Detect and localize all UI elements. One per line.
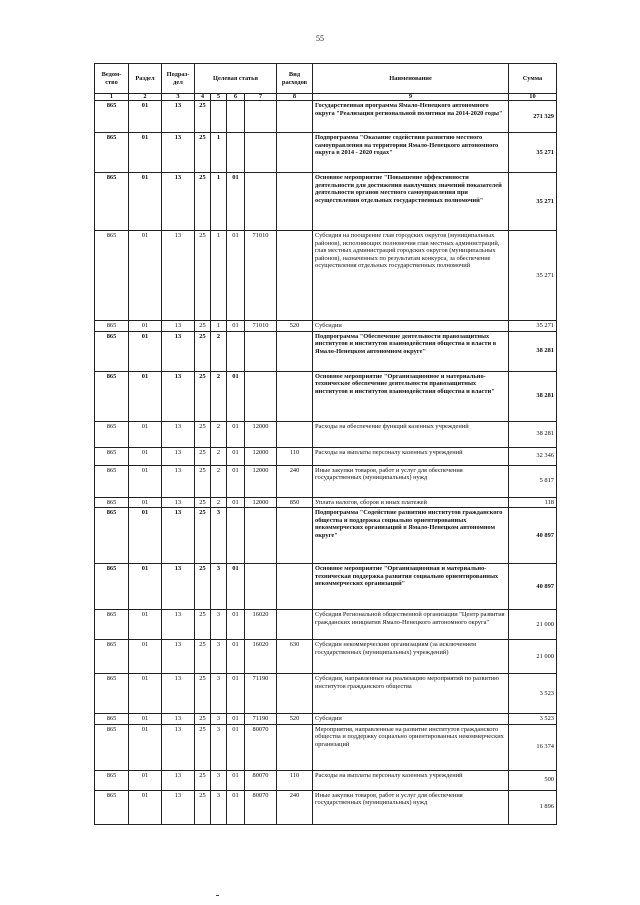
dept-code-cell: 865 xyxy=(95,447,129,465)
target-code-1-cell: 25 xyxy=(195,331,211,371)
amount-cell: 3 523 xyxy=(509,714,557,725)
section-code-cell: 01 xyxy=(129,724,162,770)
target-code-3-cell: 01 xyxy=(227,465,245,497)
header-sum: Сумма xyxy=(509,64,557,94)
expense-type-code-cell xyxy=(277,674,313,714)
target-code-1-cell: 25 xyxy=(195,447,211,465)
target-code-4-cell: 71010 xyxy=(245,231,277,321)
target-code-3-cell: 01 xyxy=(227,447,245,465)
table-row xyxy=(95,674,557,714)
target-code-2-cell: 3 xyxy=(211,508,227,564)
header-target-article: Целевая статья xyxy=(195,64,277,94)
target-code-1-cell: 25 xyxy=(195,101,211,133)
table-row xyxy=(95,714,557,725)
subsection-code-cell: 13 xyxy=(162,508,195,564)
subsection-code-cell: 13 xyxy=(162,770,195,790)
table-row xyxy=(95,101,557,133)
expense-type-code-cell xyxy=(277,371,313,421)
table-row xyxy=(95,231,557,321)
item-name-cell: Иные закупки товаров, работ и услуг для обеспечения государственных (муниципальных) нужд xyxy=(313,465,509,497)
target-code-3-cell: 01 xyxy=(227,564,245,610)
amount-cell: 35 271 xyxy=(509,321,557,332)
target-code-2-cell: 3 xyxy=(211,770,227,790)
target-code-4-cell xyxy=(245,331,277,371)
target-code-3-cell xyxy=(227,133,245,173)
target-code-3-cell: 01 xyxy=(227,674,245,714)
page-number: 55 xyxy=(316,34,324,43)
target-code-1-cell: 25 xyxy=(195,371,211,421)
target-code-1-cell: 25 xyxy=(195,564,211,610)
amount-cell: 32 346 xyxy=(509,447,557,465)
target-code-3-cell xyxy=(227,331,245,371)
expense-type-code-cell: 520 xyxy=(277,714,313,725)
target-code-4-cell xyxy=(245,564,277,610)
dept-code-cell: 865 xyxy=(95,133,129,173)
section-code-cell: 01 xyxy=(129,508,162,564)
target-code-4-cell xyxy=(245,133,277,173)
amount-cell: 40 897 xyxy=(509,508,557,564)
expense-type-code-cell: 520 xyxy=(277,321,313,332)
target-code-3-cell: 01 xyxy=(227,714,245,725)
target-code-2-cell: 1 xyxy=(211,231,227,321)
target-code-4-cell: 80070 xyxy=(245,724,277,770)
header-number-row xyxy=(95,94,557,101)
dept-code-cell: 865 xyxy=(95,790,129,824)
section-code-cell: 01 xyxy=(129,447,162,465)
header-name: Наименование xyxy=(313,64,509,94)
target-code-4-cell: 16020 xyxy=(245,640,277,674)
target-code-1-cell: 25 xyxy=(195,173,211,231)
header-row xyxy=(95,64,557,94)
amount-cell: 5 817 xyxy=(509,465,557,497)
table-row xyxy=(95,371,557,421)
section-code-cell: 01 xyxy=(129,101,162,133)
item-name-cell: Расходы на выплаты персоналу казенных учреждений xyxy=(313,447,509,465)
amount-cell: 40 897 xyxy=(509,564,557,610)
subsection-code-cell: 13 xyxy=(162,371,195,421)
section-code-cell: 01 xyxy=(129,331,162,371)
item-name-cell: Основное мероприятие "Организационная и материально-техническая поддержка развития социально ориентированных некоммерческих организаций" xyxy=(313,564,509,610)
amount-cell: 35 271 xyxy=(509,231,557,321)
amount-cell: 35 271 xyxy=(509,173,557,231)
table-row xyxy=(95,610,557,640)
amount-cell: 3 523 xyxy=(509,674,557,714)
dept-code-cell: 865 xyxy=(95,724,129,770)
target-code-2-cell: 1 xyxy=(211,173,227,231)
section-code-cell: 01 xyxy=(129,133,162,173)
dept-code-cell: 865 xyxy=(95,770,129,790)
dept-code-cell: 865 xyxy=(95,173,129,231)
target-code-2-cell: 3 xyxy=(211,674,227,714)
subsection-code-cell: 13 xyxy=(162,465,195,497)
target-code-4-cell xyxy=(245,101,277,133)
target-code-1-cell: 25 xyxy=(195,640,211,674)
target-code-4-cell: 16020 xyxy=(245,610,277,640)
target-code-3-cell xyxy=(227,101,245,133)
target-code-2-cell: 3 xyxy=(211,724,227,770)
table-row xyxy=(95,640,557,674)
dept-code-cell: 865 xyxy=(95,371,129,421)
subsection-code-cell: 13 xyxy=(162,674,195,714)
header-expense-type: Вид расходов xyxy=(277,64,313,94)
target-code-4-cell: 80070 xyxy=(245,770,277,790)
amount-cell: 21 000 xyxy=(509,640,557,674)
target-code-1-cell: 25 xyxy=(195,508,211,564)
target-code-1-cell: 25 xyxy=(195,421,211,447)
item-name-cell: Иные закупки товаров, работ и услуг для обеспечения государственных (муниципальных) нужд xyxy=(313,790,509,824)
header-number: 5 xyxy=(211,94,227,101)
subsection-code-cell: 13 xyxy=(162,724,195,770)
expense-type-code-cell xyxy=(277,508,313,564)
subsection-code-cell: 13 xyxy=(162,640,195,674)
target-code-3-cell: 01 xyxy=(227,790,245,824)
amount-cell: 35 271 xyxy=(509,133,557,173)
table-row xyxy=(95,173,557,231)
expense-type-code-cell: 240 xyxy=(277,465,313,497)
target-code-2-cell: 2 xyxy=(211,447,227,465)
subsection-code-cell: 13 xyxy=(162,321,195,332)
target-code-2-cell: 3 xyxy=(211,714,227,725)
target-code-3-cell: 01 xyxy=(227,173,245,231)
dept-code-cell: 865 xyxy=(95,564,129,610)
subsection-code-cell: 13 xyxy=(162,231,195,321)
table-row xyxy=(95,447,557,465)
dept-code-cell: 865 xyxy=(95,674,129,714)
amount-cell: 21 000 xyxy=(509,610,557,640)
item-name-cell: Подпрограмма "Содействие развитию институтов гражданского общества и поддержка социально ориентированных некоммерческих организаций в Ямало-Ненецком автономном округе" xyxy=(313,508,509,564)
subsection-code-cell: 13 xyxy=(162,564,195,610)
target-code-2-cell xyxy=(211,101,227,133)
dept-code-cell: 865 xyxy=(95,610,129,640)
expense-type-code-cell xyxy=(277,133,313,173)
target-code-3-cell: 01 xyxy=(227,421,245,447)
table-row xyxy=(95,331,557,371)
dept-code-cell: 865 xyxy=(95,321,129,332)
section-code-cell: 01 xyxy=(129,497,162,508)
target-code-3-cell: 01 xyxy=(227,231,245,321)
target-code-1-cell: 25 xyxy=(195,497,211,508)
expense-type-code-cell xyxy=(277,101,313,133)
subsection-code-cell: 13 xyxy=(162,610,195,640)
target-code-3-cell: 01 xyxy=(227,497,245,508)
target-code-4-cell: 80070 xyxy=(245,790,277,824)
section-code-cell: 01 xyxy=(129,421,162,447)
target-code-2-cell: 1 xyxy=(211,133,227,173)
dept-code-cell: 865 xyxy=(95,714,129,725)
expense-type-code-cell: 240 xyxy=(277,790,313,824)
section-code-cell: 01 xyxy=(129,790,162,824)
target-code-1-cell: 25 xyxy=(195,770,211,790)
header-vedomstvo: Ведом-ство xyxy=(95,64,129,94)
target-code-1-cell: 25 xyxy=(195,714,211,725)
item-name-cell: Подпрограмма "Обеспечение деятельности правозащитных институтов и институтов взаимодействия общества и власти в Ямало-Ненецком автономном округе" xyxy=(313,331,509,371)
header-number: 3 xyxy=(162,94,195,101)
dept-code-cell: 865 xyxy=(95,231,129,321)
target-code-2-cell: 3 xyxy=(211,610,227,640)
section-code-cell: 01 xyxy=(129,465,162,497)
amount-cell: 118 xyxy=(509,497,557,508)
header-number: 1 xyxy=(95,94,129,101)
target-code-4-cell: 12000 xyxy=(245,447,277,465)
dept-code-cell: 865 xyxy=(95,331,129,371)
target-code-1-cell: 25 xyxy=(195,610,211,640)
table-row xyxy=(95,321,557,332)
subsection-code-cell: 13 xyxy=(162,447,195,465)
table-row xyxy=(95,508,557,564)
dept-code-cell: 865 xyxy=(95,421,129,447)
target-code-1-cell: 25 xyxy=(195,465,211,497)
dept-code-cell: 865 xyxy=(95,640,129,674)
amount-cell: 1 896 xyxy=(509,790,557,824)
amount-cell: 271 329 xyxy=(509,101,557,133)
target-code-2-cell: 3 xyxy=(211,790,227,824)
item-name-cell: Подпрограмма "Оказание содействия развитию местного самоуправления на территории Ямало-Ненецкого автономного округа в 2014 - 2020 годах" xyxy=(313,133,509,173)
header-podrazdel: Подраз-дел xyxy=(162,64,195,94)
target-code-4-cell: 71190 xyxy=(245,714,277,725)
item-name-cell: Субсидии некоммерческим организациям (за исключением государственных (муниципальных) учреждений) xyxy=(313,640,509,674)
expense-type-code-cell xyxy=(277,231,313,321)
target-code-1-cell: 25 xyxy=(195,674,211,714)
subsection-code-cell: 13 xyxy=(162,497,195,508)
expense-type-code-cell xyxy=(277,331,313,371)
section-code-cell: 01 xyxy=(129,714,162,725)
target-code-2-cell: 2 xyxy=(211,371,227,421)
subsection-code-cell: 13 xyxy=(162,133,195,173)
page-mark xyxy=(216,895,219,896)
section-code-cell: 01 xyxy=(129,610,162,640)
header-number: 8 xyxy=(277,94,313,101)
item-name-cell: Субсидия Региональной общественной организации "Центр развития гражданских инициатив Ямало-Ненецкого автономного округа" xyxy=(313,610,509,640)
target-code-4-cell: 71010 xyxy=(245,321,277,332)
section-code-cell: 01 xyxy=(129,564,162,610)
target-code-4-cell: 12000 xyxy=(245,497,277,508)
target-code-2-cell: 1 xyxy=(211,321,227,332)
target-code-1-cell: 25 xyxy=(195,321,211,332)
target-code-1-cell: 25 xyxy=(195,724,211,770)
header-number: 4 xyxy=(195,94,211,101)
header-number: 7 xyxy=(245,94,277,101)
target-code-2-cell: 3 xyxy=(211,640,227,674)
dept-code-cell: 865 xyxy=(95,497,129,508)
item-name-cell: Мероприятия, направленные на развитие институтов гражданского общества и поддержку социально ориентированных некоммерческих организаций xyxy=(313,724,509,770)
target-code-3-cell: 01 xyxy=(227,770,245,790)
header-razdel: Раздел xyxy=(129,64,162,94)
dept-code-cell: 865 xyxy=(95,101,129,133)
table-row xyxy=(95,724,557,770)
amount-cell: 38 281 xyxy=(509,421,557,447)
dept-code-cell: 865 xyxy=(95,508,129,564)
item-name-cell: Субсидия на поощрение глав городских округов (муниципальных районов), исполняющих полномочия глав местных администраций, глав местных администраций городских округов (муниципальных районов), назначенных по результатам конкурса, за обеспечение осуществления отдельных государственных полномочий xyxy=(313,231,509,321)
target-code-3-cell: 01 xyxy=(227,371,245,421)
table-row xyxy=(95,133,557,173)
section-code-cell: 01 xyxy=(129,173,162,231)
table-row xyxy=(95,790,557,824)
target-code-1-cell: 25 xyxy=(195,133,211,173)
section-code-cell: 01 xyxy=(129,321,162,332)
target-code-4-cell: 12000 xyxy=(245,465,277,497)
target-code-2-cell: 2 xyxy=(211,465,227,497)
target-code-3-cell: 01 xyxy=(227,724,245,770)
expense-type-code-cell xyxy=(277,610,313,640)
table-row xyxy=(95,564,557,610)
target-code-2-cell: 2 xyxy=(211,497,227,508)
item-name-cell: Основное мероприятие "Повышение эффективности деятельности для достижения наилучших значений показателей деятельности органов местного самоуправления при осуществлении отдельных государственных полномочий" xyxy=(313,173,509,231)
section-code-cell: 01 xyxy=(129,770,162,790)
target-code-4-cell xyxy=(245,508,277,564)
subsection-code-cell: 13 xyxy=(162,790,195,824)
target-code-1-cell: 25 xyxy=(195,790,211,824)
header-number: 10 xyxy=(509,94,557,101)
item-name-cell: Расходы на выплаты персоналу казенных учреждений xyxy=(313,770,509,790)
subsection-code-cell: 13 xyxy=(162,714,195,725)
expense-type-code-cell xyxy=(277,564,313,610)
item-name-cell: Субсидии xyxy=(313,321,509,332)
amount-cell: 500 xyxy=(509,770,557,790)
expense-type-code-cell: 110 xyxy=(277,770,313,790)
amount-cell: 38 281 xyxy=(509,371,557,421)
section-code-cell: 01 xyxy=(129,371,162,421)
table-row xyxy=(95,421,557,447)
target-code-4-cell: 12000 xyxy=(245,421,277,447)
header-number: 2 xyxy=(129,94,162,101)
item-name-cell: Субсидии, направленные на реализацию мероприятий по развитию институтов гражданского общества xyxy=(313,674,509,714)
item-name-cell: Государственная программа Ямало-Ненецкого автономного округа "Реализация региональной политики на 2014-2020 годы" xyxy=(313,101,509,133)
target-code-2-cell: 3 xyxy=(211,564,227,610)
expense-type-code-cell xyxy=(277,724,313,770)
target-code-1-cell: 25 xyxy=(195,231,211,321)
target-code-3-cell: 01 xyxy=(227,610,245,640)
expense-type-code-cell xyxy=(277,173,313,231)
expense-type-code-cell: 630 xyxy=(277,640,313,674)
item-name-cell: Уплата налогов, сборов и иных платежей xyxy=(313,497,509,508)
dept-code-cell: 865 xyxy=(95,465,129,497)
subsection-code-cell: 13 xyxy=(162,331,195,371)
subsection-code-cell: 13 xyxy=(162,421,195,447)
amount-cell: 38 281 xyxy=(509,331,557,371)
target-code-2-cell: 2 xyxy=(211,331,227,371)
item-name-cell: Субсидии xyxy=(313,714,509,725)
amount-cell: 16 374 xyxy=(509,724,557,770)
target-code-4-cell xyxy=(245,371,277,421)
item-name-cell: Основное мероприятие "Организационное и материально-техническое обеспечение деятельности правозащитных институтов и институтов взаимодействия общества и власти" xyxy=(313,371,509,421)
target-code-2-cell: 2 xyxy=(211,421,227,447)
table-row xyxy=(95,497,557,508)
expense-type-code-cell: 850 xyxy=(277,497,313,508)
target-code-3-cell: 01 xyxy=(227,321,245,332)
expense-type-code-cell: 110 xyxy=(277,447,313,465)
section-code-cell: 01 xyxy=(129,640,162,674)
table-row xyxy=(95,770,557,790)
section-code-cell: 01 xyxy=(129,231,162,321)
item-name-cell: Расходы на обеспечение функций казенных учреждений xyxy=(313,421,509,447)
section-code-cell: 01 xyxy=(129,674,162,714)
expense-type-code-cell xyxy=(277,421,313,447)
table-row xyxy=(95,465,557,497)
budget-table xyxy=(94,63,557,825)
subsection-code-cell: 13 xyxy=(162,101,195,133)
header-number: 9 xyxy=(313,94,509,101)
subsection-code-cell: 13 xyxy=(162,173,195,231)
target-code-3-cell: 01 xyxy=(227,640,245,674)
target-code-4-cell: 71190 xyxy=(245,674,277,714)
target-code-4-cell xyxy=(245,173,277,231)
header-number: 6 xyxy=(227,94,245,101)
target-code-3-cell xyxy=(227,508,245,564)
